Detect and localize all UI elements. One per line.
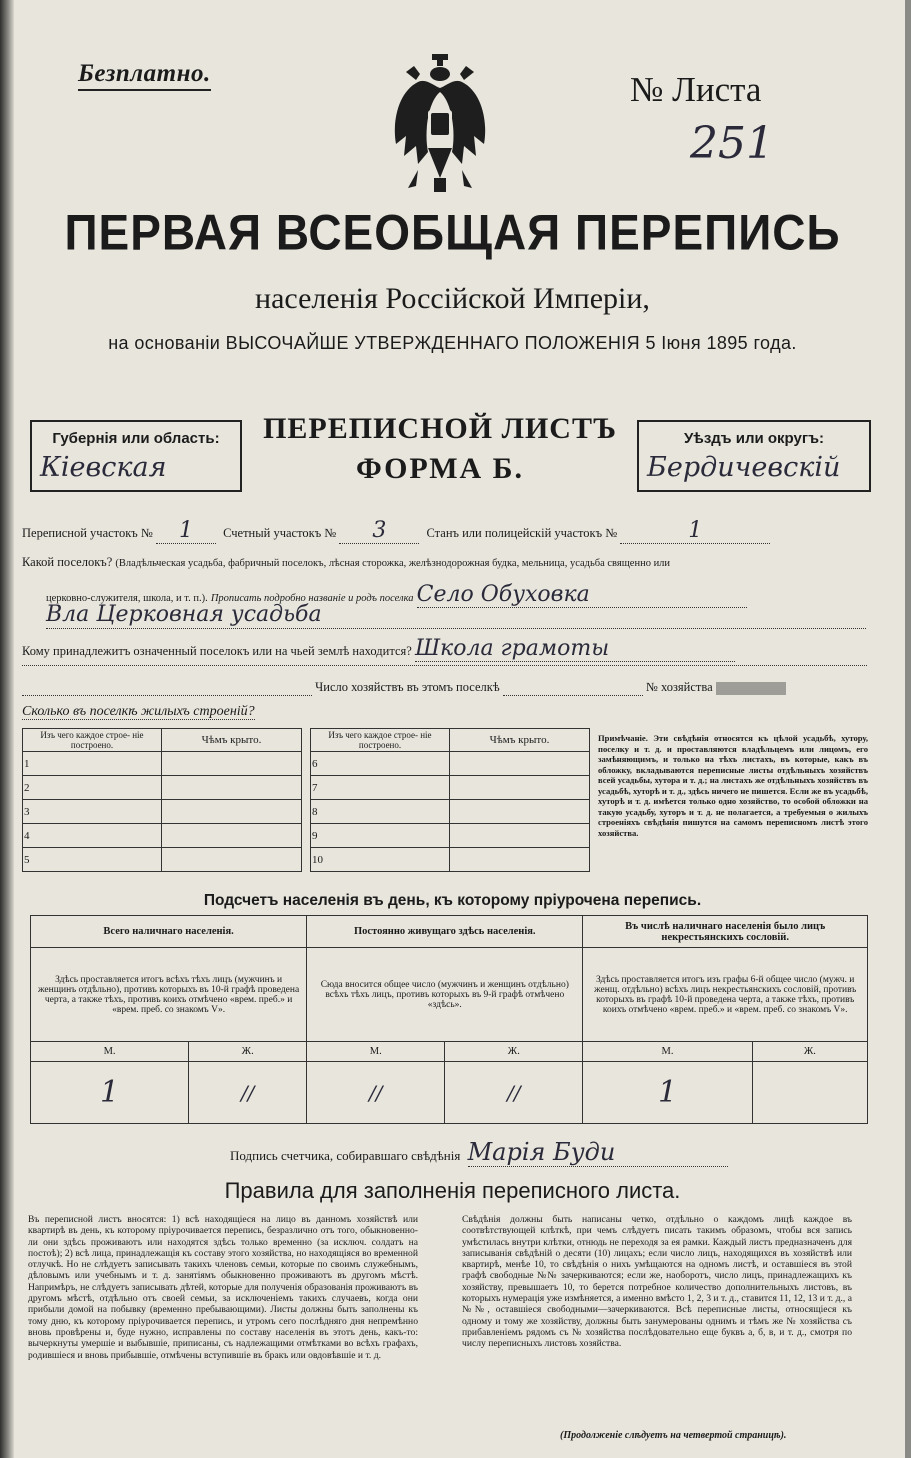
table-row: 2: [23, 776, 162, 800]
summary-desc-non-peasant: Здѣсь проставляется итогъ изъ графы 6-й общее число (мужч. и женщ. отдѣльно) всѣхъ лицъ некрестьянскихъ сословій, противъ которыхъ въ графѣ 10-й проведена черта, а также тѣхъ, противъ коихъ отмѣчено «врем. преб.» и «врем. преб. со знакомъ V».: [583, 948, 868, 1042]
form-name: ПЕРЕПИСНОЙ ЛИСТЪ: [263, 412, 617, 445]
male-header: М.: [583, 1042, 752, 1062]
table-row: 7: [311, 776, 450, 800]
settlement-value: Село Обуховка: [417, 582, 747, 608]
buildings-table-left: [22, 728, 302, 872]
rules-left-column: Въ переписной листъ вносятся: 1) всѣ находящіеся на лицо въ данномъ хозяйствѣ или квартирѣ въ день, къ которому пріурочивается перепись, безразлично отъ того, обыкновенно-ли они здѣсь проживаютъ или находятся здѣсь только временно (за исключ. солдатъ на постоѣ); 2) всѣ лица, принадлежащія къ составу этого хозяйства, но находящіяся во временной отлучкѣ. Но не слѣдуетъ записывать такихъ членовъ семьи, которые по своимъ служебнымъ, дѣловымъ или учебнымъ и т. д. занятіямъ обыкновенно проживаютъ въ другомъ мѣстѣ. Напримѣръ, не слѣдуетъ записывать дѣтей, которые для полученія образованія проживаютъ въ другомъ мѣстѣ, отдѣльно отъ своей семьи, за исключеніемъ такихъ случаевъ, когда они прибыли домой на побывку (временно пребывающими). Листы должны быть заполнены къ тому дню, къ которому пріурочивается перепись, и утромъ сего послѣдняго дня непремѣнно вновь провѣрены и, буде нужно, исправлены по составу населенія въ этотъ день, какъ-то: вычеркнуты умершіе и выбывшіе, приписаны, съ надлежащими отмѣтками во всѣхъ графахъ, родившіеся и вновь прибывшіе, отмѣчены вступившіе въ бракъ или овдовѣвшіе и т. д.: [28, 1214, 418, 1361]
present-male-value: 1: [31, 1062, 189, 1124]
settlement-label: Какой поселокъ?: [22, 555, 113, 569]
table-row: 10: [311, 848, 450, 872]
count-district-label: Счетный участокъ №: [223, 526, 337, 540]
gubernia-box: [30, 420, 242, 492]
settlement-instruction: Прописать подробно названіе и родъ поселка: [210, 593, 414, 604]
population-summary-table: [30, 915, 868, 1124]
buildings-note: Примѣчаніе. Эти свѣдѣнія относятся къ цѣлой усадьбѣ, хутору, поселку и т. д. и проставляются владѣльцемъ или лицомъ, его замѣняющимъ, и только на тѣхъ листахъ, въ которые, какъ въ обложку, вкладываются переписные листы отдѣльныхъ хозяйствъ всей усадьбы, хутора и т. д.; на листахъ же отдѣльныхъ хозяйствъ въ усадьбѣ, хуторѣ и т. д., здѣсь ничего не пишется. Если же въ усадьбѣ, хуторѣ и т. д. имѣется только одно хозяйство, то особой обложки на такую усадьбу, хуторъ и т. д. не полагается, а требуемыя о жилыхъ строеніяхъ свѣдѣнія пишутся на самомъ переписномъ листѣ этого хозяйства.: [598, 733, 868, 838]
buildings-label: Сколько въ поселкѣ жилыхъ строеній?: [22, 704, 255, 719]
table-row: 4: [23, 824, 162, 848]
male-header: М.: [31, 1042, 189, 1062]
summary-desc-present: Здѣсь проставляется итогъ всѣхъ тѣхъ лицъ (мужчинъ и женщинъ отдѣльно), противъ которыхъ въ 10-й графѣ проведена черта, а также тѣхъ, противъ коихъ отмѣчено «врем. преб.» и «врем. преб. со знакомъ V».: [31, 948, 307, 1042]
stan-label: Станъ или полицейскій участокъ №: [426, 526, 618, 540]
col-material: Изъ чего каждое строе- ніе построено.: [311, 729, 450, 752]
summary-title: Подсчетъ населенія въ день, къ которому пріурочена перепись.: [203, 892, 702, 909]
col-roof: Чѣмъ крыто.: [162, 729, 302, 752]
census-district-value: 1: [156, 518, 216, 544]
gubernia-label: Губернія или область:: [52, 430, 220, 447]
summary-head-non-peasant: Въ числѣ наличнаго населенія было лицъ некрестьянскихъ сословій.: [583, 916, 868, 948]
household-no-label: № хозяйства: [645, 680, 713, 694]
census-title: ПЕРВАЯ ВСЕОБЩАЯ ПЕРЕПИСЬ: [64, 203, 841, 261]
resident-female-value: //: [445, 1062, 583, 1124]
sheet-number-value: 251: [690, 118, 774, 169]
household-no-redacted: [716, 682, 786, 695]
uezd-label: Уѣздъ или округъ:: [683, 430, 825, 447]
table-row: 8: [311, 800, 450, 824]
stan-value: 1: [620, 518, 770, 544]
settlement-hint-2: церковно-служителя, школа, и т. п.).: [46, 593, 208, 604]
female-header: Ж.: [752, 1042, 867, 1062]
households-line: [22, 680, 872, 696]
non-peasant-female-value: [752, 1062, 867, 1124]
table-row: 9: [311, 824, 450, 848]
uezd-value: Бердичевскій: [647, 452, 841, 483]
signature-label: Подпись счетчика, собиравшаго свѣдѣнія: [230, 1148, 461, 1163]
owner-value: Школа грамоты: [415, 636, 735, 662]
settlement-value-2: Вла Церковная усадьба: [46, 602, 866, 629]
census-basis: на основаніи ВЫСОЧАЙШЕ УТВЕРЖДЕННАГО ПОЛОЖЕНІЯ 5 Іюня 1895 года.: [108, 333, 797, 353]
non-peasant-male-value: 1: [583, 1062, 752, 1124]
form-letter: ФОРМА Б.: [355, 452, 525, 485]
table-row: 1: [23, 752, 162, 776]
settlement-hint: (Владѣльческая усадьба, фабричный поселокъ, лѣсная сторожка, желѣзнодорожная будка, мельница, усадьба священно или: [115, 558, 671, 569]
present-female-value: //: [189, 1062, 307, 1124]
free-label: Безплатно.: [78, 60, 211, 91]
table-row: 3: [23, 800, 162, 824]
rules-continued: (Продолженіе слѣдуетъ на четвертой страницѣ).: [560, 1430, 787, 1441]
district-line: [22, 518, 872, 544]
owner-line: [22, 636, 872, 662]
census-subtitle: населенія Россійской Имперіи,: [255, 282, 650, 315]
signature-line: [230, 1138, 728, 1167]
summary-head-present: Всего наличнаго населенія.: [31, 916, 307, 948]
resident-male-value: //: [307, 1062, 445, 1124]
gubernia-value: Кіевская: [40, 452, 167, 483]
buildings-table-right: [310, 728, 590, 872]
table-row: 5: [23, 848, 162, 872]
female-header: Ж.: [445, 1042, 583, 1062]
signature-value: Марія Буди: [468, 1138, 728, 1167]
rules-right-column: Свѣдѣнія должны быть написаны четко, отдѣльно о каждомъ лицѣ каждое въ соотвѣтствующей клѣткѣ, при чемъ слѣдуетъ писать такимъ образомъ, чтобы вся запись умѣстилась внутри клѣтки, отнюдь не переходя за ея рамки. Каждый листъ предназначенъ для записыванія свѣдѣній о десяти (10) лицахъ; если число лицъ, находящихся въ хозяйствѣ или квартирѣ, менѣе 10, то свѣдѣнія о нихъ умѣщаются на одномъ листѣ, и оставшіеся въ этой графѣ свободные №№ зачеркиваются; если же, наоборотъ, число лицъ, принадлежащихъ къ хозяйству, превышаетъ 10, то берется потребное количество дополнительныхъ листовъ, въ которыхъ нумерація уже измѣняется, а именно вмѣсто 1, 2, 3 и т. д., ставится 11, 12, 13 и т. д., а №№, оставшіеся свободными—зачеркиваются. Всѣ переписные листы, относящіеся къ одному и тому же хозяйству, должны быть занумерованы однимъ и тѣмъ же № хозяйства съ прибавленіемъ рядомъ съ № хозяйства послѣдовательно еще буквъ а, б, в, и т. д., смотря по числу переписныхъ листовъ хозяйства.: [462, 1214, 852, 1350]
count-district-value: 3: [339, 518, 419, 544]
households-label: Число хозяйствъ въ этомъ поселкѣ: [315, 680, 500, 694]
owner-label: Кому принадлежитъ означенный поселокъ или на чьей землѣ находится?: [22, 644, 412, 658]
sheet-number-label: № Листа: [630, 70, 762, 109]
summary-head-resident: Постоянно живущаго здѣсь населенія.: [307, 916, 583, 948]
census-district-label: Переписной участокъ №: [22, 526, 153, 540]
uezd-box: [637, 420, 871, 492]
female-header: Ж.: [189, 1042, 307, 1062]
settlement-line: [22, 555, 872, 570]
male-header: М.: [307, 1042, 445, 1062]
summary-desc-resident: Сюда вносится общее число (мужчинъ и женщинъ отдѣльно) всѣхъ тѣхъ лицъ, противъ которыхъ въ 9-й графѣ отмѣчено «здѣсь».: [307, 948, 583, 1042]
rules-title: Правила для заполненія переписного листа.: [224, 1178, 681, 1203]
table-row: 6: [311, 752, 450, 776]
col-material: Изъ чего каждое строе- ніе построено.: [23, 729, 162, 752]
col-roof: Чѣмъ крыто.: [450, 729, 590, 752]
blank-line: [22, 664, 867, 666]
double-headed-eagle-emblem: [388, 52, 492, 202]
